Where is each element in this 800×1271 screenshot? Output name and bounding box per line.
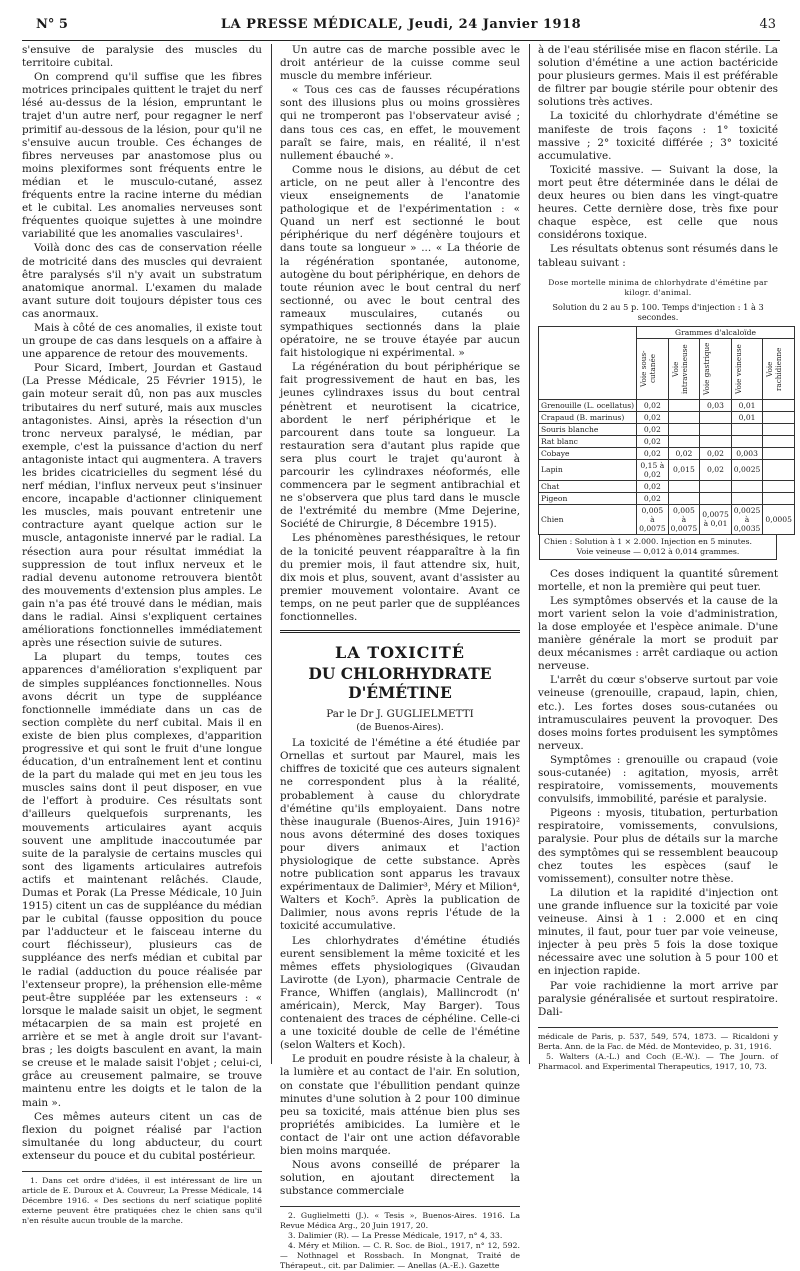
- footnote: 4. Méry et Milion. — C. R. Soc. de Biol., 1917, n° 12, 592. — Nothnagel et Rossbach. In Mongnat, Traité de Thérapeut., cit. par Dalimier. — Anellas (A.-E.). Gazette: [280, 1241, 520, 1271]
- dose-cell: 0,02: [700, 447, 732, 459]
- table-row: [539, 411, 795, 423]
- paragraph: Les symptômes observés et la cause de la mort varient selon la voie d'administration, la dose employée et l'espèce animale. D'une manière générale la mort se produit par deux mécanismes : arrêt cardiaque ou action nerveuse.: [538, 594, 778, 673]
- newspaper-page: [22, 14, 792, 1271]
- animal-cell: Chat: [539, 480, 637, 492]
- dose-cell: [668, 411, 700, 423]
- masthead-title: LA PRESSE MÉDICALE, Jeudi, 24 Janvier 1918: [220, 17, 582, 32]
- footnote: 5. Walters (A.-L.) and Coch (E.-W.). — The Journ. of Pharmacol. and Experimental Therapeutics, 1917, 10, 73.: [538, 1051, 778, 1071]
- paragraph: Les résultats obtenus sont résumés dans le tableau suivant :: [538, 243, 778, 269]
- dose-cell: [731, 435, 763, 447]
- dose-cell: [700, 480, 732, 492]
- animal-cell: Rat blanc: [539, 435, 637, 447]
- article-title-line-2: DU CHLORHYDRATE D'ÉMÉTINE: [308, 664, 492, 703]
- footnote: 3. Dalimier (R). — La Presse Médicale, 1917, n° 4, 33.: [288, 1231, 503, 1241]
- dose-cell: 0,02: [637, 480, 669, 492]
- dose-cell: [700, 492, 732, 504]
- paragraph: La toxicité du chlorhydrate d'émétine se manifeste de trois façons : 1° toxicité massive ; 2° toxicité différée ; 3° toxicité accumulative.: [538, 110, 778, 162]
- paragraph: Pigeons : myosis, titubation, perturbation respiratoire, vomissements, convulsions, paralysie. Pour plus de détails sur la marche des symptômes qui se ressemblent beaucoup chez toutes les espèces (sauf le vomissement), consulter notre thèse.: [538, 807, 778, 885]
- dose-cell: [668, 399, 700, 411]
- column-header: Voie rachidienne: [763, 338, 795, 399]
- dose-cell: [763, 447, 795, 459]
- column-header: Voie intraveineuse: [668, 338, 700, 399]
- page-number: 43: [759, 17, 776, 32]
- footnote: 1. Dans cet ordre d'idées, il est intéressant de lire un article de E. Duroux et A. Couvreur, La Presse Médicale, 14 Décembre 1916. « Des sections du nerf sciatique poplité externe peuvent être pratiquées chez le chien sans qu'il n'en résulte aucun trouble de la marche.: [22, 1175, 262, 1225]
- footnote-rule: [22, 1171, 262, 1172]
- dose-cell: 0,0025 à 0,0035: [731, 504, 763, 534]
- dose-cell: [668, 492, 700, 504]
- page-header: [22, 14, 780, 41]
- column-rule: [271, 44, 272, 1064]
- dose-cell: [763, 492, 795, 504]
- paragraph: s'ensuive de paralysie des muscles du territoire cubital.: [22, 44, 262, 70]
- dose-cell: [700, 411, 732, 423]
- animal-cell: Crapaud (B. marinus): [539, 411, 637, 423]
- dose-cell: 0,02: [637, 411, 669, 423]
- paragraph: Voilà donc des cas de conservation réelle de motricité dans des muscles qui devraient être paralysés s'il n'y avait un substratum anatomique anormal. L'examen du malade avant suture doit toujours dépister tous ces cas anormaux.: [22, 242, 262, 320]
- dose-cell: [763, 435, 795, 447]
- table-row: [539, 447, 795, 459]
- table-group-header: Grammes d'alcaloïde: [637, 326, 795, 338]
- column-3: [538, 44, 792, 1071]
- paragraph: Ces mêmes auteurs citent un cas de flexion du poignet réalisé par l'action simultanée du long abducteur, du court extenseur du pouce et du cubital postérieur.: [22, 1110, 262, 1162]
- animal-cell: Lapin: [539, 459, 637, 480]
- dose-cell: 0,0075 à 0,01: [700, 504, 732, 534]
- paragraph: Nous avons conseillé de préparer la solution, en ajoutant directement la substance commerciale: [280, 1159, 520, 1198]
- dose-cell: 0,01: [731, 399, 763, 411]
- article-heading: [280, 643, 520, 733]
- table-row: [539, 399, 795, 411]
- issue-number: N° 5: [36, 17, 68, 32]
- footnote: 2. Guglielmetti (J.). « Tesis », Buenos-Aires. 1916. La Revue Médica Arg., 20 Juin 1917, 20.: [280, 1211, 520, 1231]
- dose-cell: [668, 423, 700, 435]
- dose-cell: 0,02: [637, 435, 669, 447]
- dose-cell: 0,02: [637, 492, 669, 504]
- article-author: Par le Dr J. GUGLIELMETTI: [326, 708, 474, 721]
- paragraph: Le produit en poudre résiste à la chaleur, à la lumière et au contact de l'air. En solution, on constate que l'ébullition pendant quinze minutes d'une solution à 2 pour 100 diminue peu sa toxicité, mais atténue bien plus ses propriétés amibicides. La lumière et le contact de l'air ont une action défavorable bien moins marquée.: [280, 1053, 520, 1158]
- animal-cell: Grenouille (L. ocellatus): [539, 399, 637, 411]
- dose-cell: 0,02: [700, 459, 732, 480]
- dose-cell: [763, 480, 795, 492]
- paragraph: Un autre cas de marche possible avec le droit antérieur de la cuisse comme seul muscle du membre inférieur.: [280, 44, 520, 83]
- dose-cell: [731, 480, 763, 492]
- table-row: [539, 504, 795, 534]
- table-subcaption: Solution du 2 au 5 p. 100. Temps d'injection : 1 à 3 secondes.: [552, 301, 764, 322]
- footnote-rule: [280, 1206, 520, 1207]
- animal-cell: Pigeon: [539, 492, 637, 504]
- paragraph: Mais à côté de ces anomalies, il existe tout un groupe de cas dans lesquels on a affaire à une apparence de retour des mouvements.: [22, 321, 262, 361]
- table-corner: [539, 326, 637, 399]
- paragraph: La toxicité de l'émétine a été étudiée par Ornellas et surtout par Maurel, mais les chiffres de toxicité que ces auteurs signalent ne correspondent plus à la réalité, probablement à cause du chlorydrate d'émétine qu'ils employaient. Dans notre thèse inaugurale (Buenos-Aires, Juin 1916)² nous avons déterminé des doses toxiques pour divers animaux et l'action physiologique de cette substance. Après notre publication sont apparus les travaux expérimentaux de Dalimier³, Méry et Milion⁴, Walters et Koch⁵. Après la publication de Dalimier, nous avons repris l'étude de la toxicité accumulative.: [280, 737, 520, 933]
- dose-cell: 0,005 à 0,0075: [637, 504, 669, 534]
- dose-cell: 0,01: [731, 411, 763, 423]
- column-1: [22, 44, 262, 1225]
- dose-cell: 0,0005: [763, 504, 795, 534]
- paragraph: Par voie rachidienne la mort arrive par paralysie généralisée et surtout respiratoire. Dali-: [538, 979, 778, 1018]
- animal-cell: Cobaye: [539, 447, 637, 459]
- paragraph: Comme nous le disions, au début de cet article, on ne peut aller à l'encontre des vieux enseignements de l'anatomie pathologique et de l'expérimentation : « Quand un nerf est sectionné le bout périphérique du nerf dégénère toujours et dans toute sa longueur » ... « La théorie de la régénération spontanée, autonome, autogène du bout périphérique, en dehors de toute réunion avec le bout central du nerf sectionné, ou avec le bout central des rameaux musculaires, cutanés ou sympathiques sectionnés dans la plaie opératoire, ne se trouve étayée par aucun fait histologique ni expérimental. »: [280, 163, 520, 360]
- paragraph: L'arrêt du cœur s'observe surtout par voie veineuse (grenouille, crapaud, lapin, chien, etc.). Les fortes doses sous-cutanées ou intramusculaires peuvent la provoquer. Des doses moins fortes produisent les symptômes nerveux.: [538, 674, 778, 752]
- dose-cell: [668, 435, 700, 447]
- dose-cell: 0,015: [668, 459, 700, 480]
- paragraph: La dilution et la rapidité d'injection ont une grande influence sur la toxicité par voie veineuse. Ainsi à 1 : 2.000 et en cinq minutes, il faut, pour tuer par voie veineuse, injecter à peu près 5 fois la dose toxique nécessaire avec une solution à 5 pour 100 et en injection rapide.: [538, 886, 778, 978]
- dose-cell: [731, 423, 763, 435]
- column-header: Voie veineuse: [731, 338, 763, 399]
- paragraph: On comprend qu'il suffise que les fibres motrices principales quittent le trajet du nerf lésé au-dessus de la lésion, empruntant le trajet d'un autre nerf, pour regagner le nerf primitif au-dessous de la lésion, pour qu'il ne s'ensuive aucun trouble. Ces échanges de fibres nerveuses par anastomose plus ou moins plexiformes sont fréquents entre le médian et le musculo-cutané, assez fréquents entre la racine interne du médian et le cubital. Les anomalies nerveuses sont fréquentes quoique sujettes à une moindre variabilité que les anomalies vasculaires¹.: [22, 71, 262, 241]
- dose-cell: [763, 399, 795, 411]
- animal-cell: Chien: [539, 504, 637, 534]
- column-rule: [529, 44, 530, 1064]
- paragraph: Les chlorhydrates d'émétine étudiés eurent sensiblement la même toxicité et les mêmes effets physiologiques (Givaudan Lavirotte (de Lyon), pharmacie Centrale de France, Whiffen (anglais), Mallincrodt (n' américain), Merck, May Barger). Tous contenaient des traces de céphéline. Celle-ci a une toxicité double de celle de l'émétine (selon Walters et Koch).: [280, 934, 520, 1052]
- column-header: Voie gastrique: [700, 338, 732, 399]
- dose-cell: 0,003: [731, 447, 763, 459]
- dose-cell: [763, 459, 795, 480]
- paragraph: Les phénomènes paresthésiques, le retour de la tonicité peuvent réapparaître à la fin du premier mois, il faut attendre six, huit, dix mois et plus, souvent, avant d'assister au premier mouvement volontaire. Avant ce temps, on ne peut parler que de suppléances fonctionnelles.: [280, 532, 520, 624]
- dose-cell: [731, 492, 763, 504]
- table-note: [539, 535, 777, 560]
- table-note-line: Voie veineuse — 0,012 à 0,014 grammes.: [576, 546, 740, 556]
- paragraph: à de l'eau stérilisée mise en flacon stérile. La solution d'émétine a une action bactéricide pour plusieurs germes. Mais il est préférable de filtrer par bougie stérile pour obtenir des solutions très actives.: [538, 44, 778, 109]
- table-caption: Dose mortelle minima de chlorhydrate d'émétine par kilogr. d'animal.: [548, 277, 768, 297]
- table-body: [539, 399, 795, 534]
- paragraph: La régénération du bout périphérique se fait progressivement de haut en bas, les jeunes cylindraxes issus du bout central pénètrent et neurotisent la cicatrice, abordent le nerf périphérique et le parcourent dans toute sa longueur. La restauration sera d'autant plus rapide que sera plus court le trajet qu'auront à parcourir les cylindraxes néoformés, elle commencera par le segment antibrachial et ne s'observera que plus tard dans le muscle de l'extrémité du membre (Mme Dejerine, Société de Chirurgie, 8 Décembre 1915).: [280, 361, 520, 531]
- article-separator: [280, 630, 520, 633]
- dose-cell: [763, 423, 795, 435]
- dose-cell: [668, 480, 700, 492]
- dose-cell: 0,02: [668, 447, 700, 459]
- dose-cell: [700, 435, 732, 447]
- table-note-line: Chien : Solution à 1 × 2.000. Injection en 5 minutes.: [544, 536, 752, 546]
- paragraph: Toxicité massive. — Suivant la dose, la mort peut être déterminée dans le délai de deux heures ou bien dans les vingt-quatre heures. Cette dernière dose, très fixe pour chaque espèce, est celle que nous considérons toxique.: [538, 163, 778, 242]
- paragraph: « Tous ces cas de fausses récupérations sont des illusions plus ou moins grossières qui ne tromperont pas l'observateur avisé ; dans tous ces cas, en effet, le mouvement paraît se faire, mais, en réalité, il n'est nullement ébauché ».: [280, 84, 520, 162]
- table-row: [539, 492, 795, 504]
- dose-cell: 0,02: [637, 399, 669, 411]
- paragraph: Ces doses indiquent la quantité sûrement mortelle, et non la première qui peut tuer.: [538, 567, 778, 593]
- dose-cell: [700, 423, 732, 435]
- paragraph: Pour Sicard, Imbert, Jourdan et Gastaud (La Presse Médicale, 25 Février 1915), le gain moteur serait dû, non pas aux muscles tributaires du nerf suturé, mais aux muscles antagonistes. Ainsi, après la résection d'un tronc nerveux paralysé, le médian, par exemple, c'est la puissance d'action du nerf antagoniste intact qui augmentera. A travers les brides cicatricielles du segment lésé du nerf médian, l'influx nerveux peut s'insinuer encore, incapable d'actionner cliniquement les muscles, mais pouvant entretenir une contracture ayant quelque action sur le muscle, antagoniste innervé par le radial. La résection aura pour résultat immédiat la suppression de tout influx nerveux et le radial devenu autonome retrouvera bientôt des mouvements d'extension plus amples. Le gain n'a pas été trouvé dans le médian, mais dans le radial. Ainsi s'expliquent certaines améliorations fonctionnelles immédiatement après une résection suivie de sutures.: [22, 362, 262, 650]
- table-row: [539, 435, 795, 447]
- article-title-line-1: LA TOXICITÉ: [334, 643, 465, 663]
- article-affiliation: (de Buenos-Aires).: [356, 722, 444, 734]
- animal-cell: Souris blanche: [539, 423, 637, 435]
- paragraph: La plupart du temps, toutes ces apparences d'amélioration s'expliquent par de simples suppléances fonctionnelles. Nous avons décrit un type de suppléance fonctionnelle immédiate dans un cas de section complète du nerf cubital. Mais il en existe de bien plus complexes, d'apparition progressive et qui sont le fruit d'une longue éducation, d'un entraînement lent et continu de la part du malade qui met en jeu tous les muscles sains dont il peut disposer, en vue de l'effort à produire. Ces résultats sont d'ailleurs quelquefois surprenants, les mouvements articulaires ayant acquis souvent une amplitude inaccoutumée par suite de la paralysie de certains muscles qui sont des ligaments articulaires autrefois actifs et maintenant relâchés. Claude, Dumas et Porak (La Presse Médicale, 10 Juin 1915) citent un cas de suppléance du médian par le cubital (fausse opposition du pouce par l'adducteur et le faisceau interne du court fléchisseur), plusieurs cas de suppléance des nerfs médian et cubital par le radial (adduction du pouce réalisée par l'extenseur propre), la préhension elle-même peut-être suppléée par les extenseurs : « lorsque le malade saisit un objet, le segment métacarpien de sa main est projeté en arrière et se met à angle droit sur l'avant-bras ; les doigts basculent en avant, la main se creuse et le malade saisit l'objet ; celui-ci, grâce au creusement palmaire, se trouve maintenu entre les doigts et le talon de la main ».: [22, 651, 262, 1109]
- dose-cell: 0,0025: [731, 459, 763, 480]
- dose-cell: 0,02: [637, 423, 669, 435]
- dose-cell: 0,02: [637, 447, 669, 459]
- footnote-rule: [538, 1027, 778, 1028]
- column-header: Voie sous-cutanée: [637, 338, 669, 399]
- dose-cell: [763, 411, 795, 423]
- column-2: [280, 44, 520, 1271]
- dose-table: [538, 326, 795, 535]
- dose-cell: 0,005 à 0,0075: [668, 504, 700, 534]
- footnote: médicale de Paris, p. 537, 549, 574, 1873. — Ricaldoni y Berta. Ann. de la Fac. de Méd. de Montevideo, p. 31, 1916.: [538, 1031, 778, 1051]
- table-row: [539, 480, 795, 492]
- paragraph: Symptômes : grenouille ou crapaud (voie sous-cutanée) : agitation, myosis, arrêt respiratoire, vomissements, mouvements convulsifs, immobilité, parésie et paralysie.: [538, 753, 778, 806]
- dose-cell: 0,15 à 0,02: [637, 459, 669, 480]
- dose-cell: 0,03: [700, 399, 732, 411]
- table-row: [539, 423, 795, 435]
- table-row: [539, 459, 795, 480]
